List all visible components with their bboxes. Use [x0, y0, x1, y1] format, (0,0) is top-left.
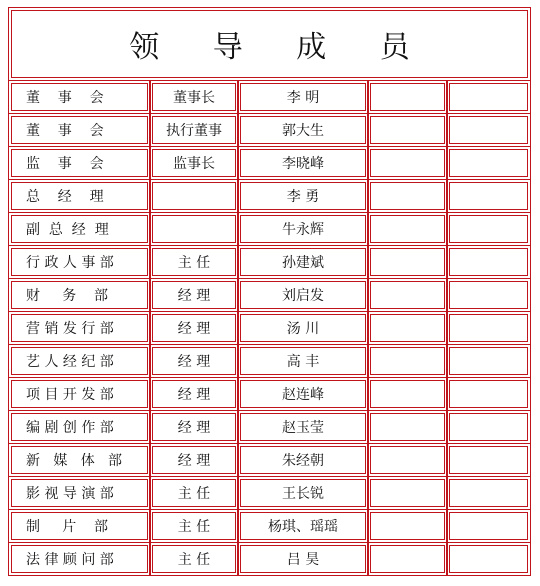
cell-empty — [449, 149, 528, 177]
cell-empty — [449, 83, 528, 111]
cell-name: 郭大生 — [240, 116, 366, 144]
cell-name: 刘启发 — [240, 281, 366, 309]
cell-name: 汤 川 — [240, 314, 366, 342]
cell-empty — [370, 446, 445, 474]
cell-empty — [449, 281, 528, 309]
cell-empty — [449, 314, 528, 342]
cell-post: 主 任 — [152, 248, 236, 276]
cell-post: 经 理 — [152, 380, 236, 408]
cell-post: 经 理 — [152, 413, 236, 441]
cell-empty — [370, 314, 445, 342]
cell-name: 李 明 — [240, 83, 366, 111]
cell-empty — [449, 116, 528, 144]
cell-empty — [449, 248, 528, 276]
cell-post: 经 理 — [152, 446, 236, 474]
cell-post: 经 理 — [152, 281, 236, 309]
cell-empty — [449, 347, 528, 375]
cell-post: 董事长 — [152, 83, 236, 111]
cell-post — [152, 182, 236, 210]
cell-empty — [370, 281, 445, 309]
cell-empty — [370, 149, 445, 177]
cell-name: 李晓峰 — [240, 149, 366, 177]
cell-name: 高 丰 — [240, 347, 366, 375]
cell-name: 李 勇 — [240, 182, 366, 210]
cell-post: 主 任 — [152, 545, 236, 573]
cell-dept: 董 事 会 — [11, 83, 148, 111]
cell-post: 经 理 — [152, 347, 236, 375]
cell-dept: 艺 人 经 纪 部 — [11, 347, 148, 375]
cell-empty — [370, 413, 445, 441]
cell-name: 朱经朝 — [240, 446, 366, 474]
cell-empty — [370, 215, 445, 243]
cell-dept: 项 目 开 发 部 — [11, 380, 148, 408]
page-title-box — [11, 10, 528, 78]
cell-post: 经 理 — [152, 314, 236, 342]
cell-empty — [449, 545, 528, 573]
cell-empty — [449, 479, 528, 507]
cell-name: 孙建斌 — [240, 248, 366, 276]
page-title: 领 导 成 员 — [129, 30, 432, 65]
cell-dept: 法 律 顾 问 部 — [11, 545, 148, 573]
cell-empty — [449, 512, 528, 540]
cell-post: 监事长 — [152, 149, 236, 177]
cell-dept: 新 媒 体 部 — [11, 446, 148, 474]
cell-empty — [370, 248, 445, 276]
cell-empty — [449, 380, 528, 408]
cell-empty — [370, 182, 445, 210]
cell-dept: 监 事 会 — [11, 149, 148, 177]
cell-empty — [370, 512, 445, 540]
cell-dept: 总 经 理 — [11, 182, 148, 210]
cell-empty — [449, 413, 528, 441]
cell-empty — [449, 446, 528, 474]
cell-dept: 副 总 经 理 — [11, 215, 148, 243]
cell-dept: 影 视 导 演 部 — [11, 479, 148, 507]
cell-name: 赵玉莹 — [240, 413, 366, 441]
cell-empty — [370, 479, 445, 507]
cell-dept: 行 政 人 事 部 — [11, 248, 148, 276]
cell-name: 王长锐 — [240, 479, 366, 507]
cell-empty — [370, 347, 445, 375]
cell-dept: 制 片 部 — [11, 512, 148, 540]
cell-name: 牛永辉 — [240, 215, 366, 243]
cell-dept: 营 销 发 行 部 — [11, 314, 148, 342]
cell-name: 赵连峰 — [240, 380, 366, 408]
cell-post: 主 任 — [152, 512, 236, 540]
cell-name: 吕 昊 — [240, 545, 366, 573]
cell-dept: 编 剧 创 作 部 — [11, 413, 148, 441]
cell-empty — [449, 182, 528, 210]
cell-dept: 董 事 会 — [11, 116, 148, 144]
cell-post: 执行董事 — [152, 116, 236, 144]
cell-post — [152, 215, 236, 243]
cell-empty — [370, 380, 445, 408]
cell-empty — [449, 215, 528, 243]
cell-empty — [370, 545, 445, 573]
cell-empty — [370, 116, 445, 144]
cell-post: 主 任 — [152, 479, 236, 507]
cell-name: 杨琪、瑶瑶 — [240, 512, 366, 540]
cell-dept: 财 务 部 — [11, 281, 148, 309]
cell-empty — [370, 83, 445, 111]
